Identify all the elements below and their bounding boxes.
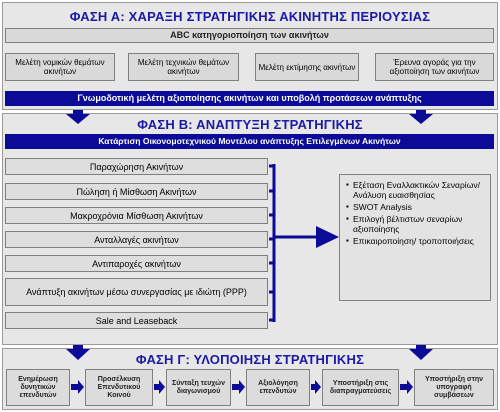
option-sale-leaseback: Sale and Leaseback [5,312,268,329]
analysis-item-swot: ▪ SWOT Analysis [346,202,486,212]
phase-g-title: ΦΑΣΗ Γ: ΥΛΟΠΟΙΗΣΗ ΣΤΡΑΤΗΓΙΚΗΣ [135,352,365,367]
option-long-term-lease: Μακροχρόνια Μίσθωση Ακινήτων [5,207,268,224]
step-arrow-1-icon [71,380,84,394]
study-box-valuation: Μελέτη εκτίμησης ακινήτων [255,53,359,81]
study-box-legal: Μελέτη νομικών θεμάτων ακινήτων [5,53,115,81]
options-bracket [269,164,318,322]
option-exchanges: Ανταλλαγές ακινήτων [5,231,268,248]
summary-bar: Γνωμοδοτική μελέτη αξιοποίησης ακινήτων και υποβολή προτάσεων ανάπτυξης [5,91,494,106]
analysis-item-scenarios: ▪ Εξέταση Εναλλακτικών Σεναρίων/ Ανάλυση ευαισθησίας [346,180,486,200]
phase-b-title: ΦΑΣΗ Β: ΑΝΑΠΤΥΞΗ ΣΤΡΑΤΗΓΙΚΗΣ [137,117,363,132]
step-arrows [71,380,413,394]
step-negotiation-support: Υποστήριξη στις διαπραγματεύσεις [322,369,399,406]
study-box-market-research: Έρευνα αγοράς για την αξιοποίηση των ακινήτων [375,53,494,81]
option-consideration: Αντιπαροχές ακινήτων [5,255,268,272]
option-concession: Παραχώρηση Ακινήτων [5,158,268,175]
step-arrow-3-icon [232,380,245,394]
step-arrow-5-icon [400,380,413,394]
arrow-b-to-g-left-icon [66,345,90,360]
step-inform-investors: Ενημέρωση δυνητικών επενδυτών [6,369,70,406]
step-arrow-4-icon [311,380,321,394]
arrow-a-to-b-right-icon [409,110,433,124]
analysis-item-optimal: ▪ Επιλογή βέλτιστων σεναρίων αξιοποίησης [346,214,486,234]
option-sale-or-lease: Πώληση ή Μίσθωση Ακινήτων [5,183,268,200]
arrow-a-to-b-left-icon [66,110,90,124]
option-ppp: Ανάπτυξη ακινήτων μέσω συνεργασίας με ιδιώτη (PPP) [5,278,268,306]
phase-a-title: ΦΑΣΗ Α: ΧΑΡΑΞΗ ΣΤΡΑΤΗΓΙΚΗΣ ΑΚΙΝΗΤΗΣ ΠΕΡΙΟΥΣΙΑΣ [69,9,431,24]
arrow-to-analysis-icon [316,226,339,248]
step-attract-investors: Προσέλκυση Επενδυτικού Κοινού [85,369,153,406]
study-box-technical: Μελέτη τεχνικών θεμάτων ακινήτων [128,53,239,81]
arrow-b-to-g-right-icon [409,345,433,360]
step-contract-support: Υποστήριξη στην υπογραφή συμβάσεων [414,369,494,406]
economic-model-bar: Κατάρτιση Οικονομοτεχνικού Μοντέλου ανάπτυξης Επιλεγμένων Ακινήτων [5,134,494,149]
analysis-item-updates: ▪ Επικαιροποίηση/ τροποποιήσεις [346,236,486,246]
abc-categorization-box: ABC κατηγοριοποίηση των ακινήτων [5,28,494,43]
step-tender-documents: Σύνταξη τευχών διαγωνισμού [166,369,231,406]
step-evaluate-investors: Αξιολόγηση επενδυτών [246,369,310,406]
step-arrow-2-icon [154,380,165,394]
